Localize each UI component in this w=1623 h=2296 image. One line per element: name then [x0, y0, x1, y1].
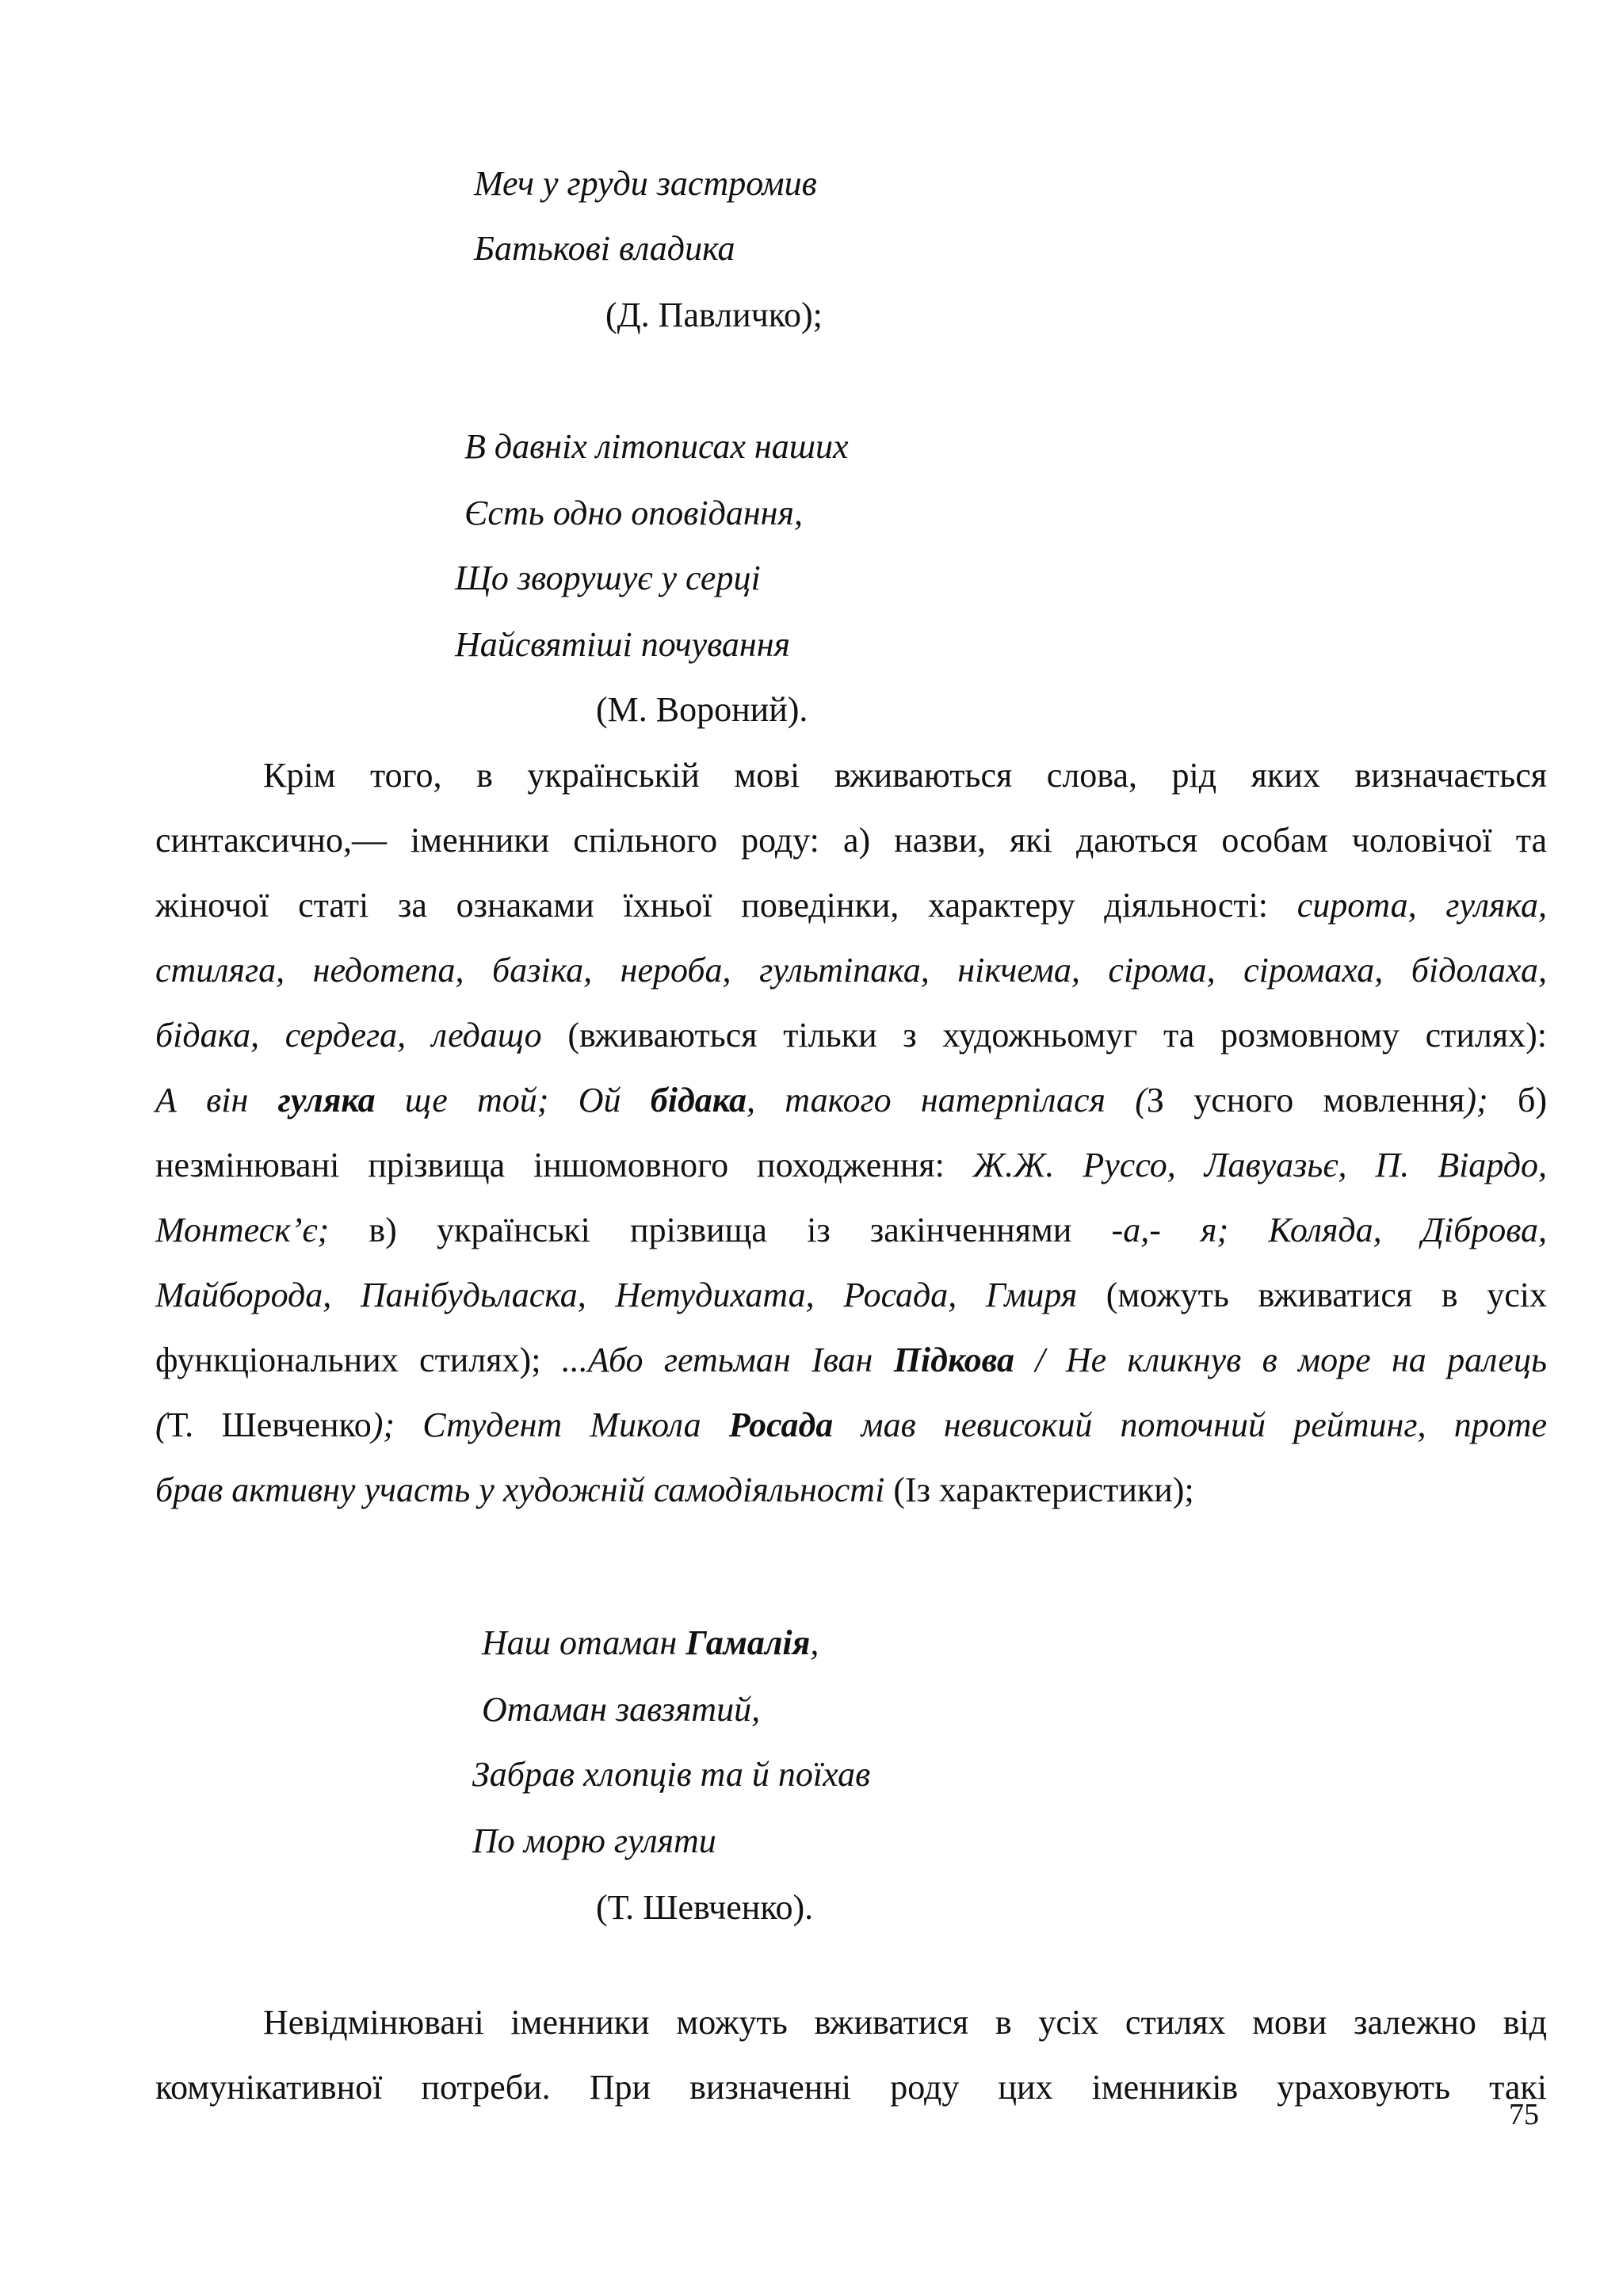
paragraph-line	[155, 1068, 1547, 1133]
italic-span: , такого натерпілася (	[746, 1081, 1147, 1119]
italic-span: мав невисокий поточний рейтинг, проте	[833, 1405, 1548, 1444]
paragraph-line	[155, 1198, 1547, 1263]
italic-span: (	[155, 1405, 167, 1444]
poem-line: Єсть одно оповідання,	[464, 494, 803, 532]
bold-italic-span: Росада	[728, 1405, 834, 1444]
poem-line: В давніх літописах наших	[464, 427, 849, 466]
paragraph-line	[155, 1393, 1547, 1458]
page-number: 75	[1509, 2098, 1539, 2131]
italic-span: А він	[155, 1081, 278, 1119]
paragraph-line	[155, 1003, 1547, 1068]
bold-italic-span: бідака	[650, 1081, 747, 1119]
text-span: комунікативної потреби. При визначенні роду цих іменників ураховують такі	[155, 2068, 1547, 2107]
paragraph-line	[155, 1133, 1547, 1198]
poem-line: По морю гуляти	[472, 1821, 716, 1860]
paragraph-line	[155, 1328, 1547, 1393]
text-span: Т. Шевченко	[166, 1405, 372, 1444]
italic-span: Майборода, Панібудьласка, Нетудихата, Росада, Гмиря	[155, 1276, 1078, 1314]
italic-span: брав активну участь у художній самодіяльності	[155, 1470, 885, 1509]
italic-span: стиляга, недотепа, базіка, нероба, гультіпака, нікчема, сірома, сіромаха, бідолаха,	[155, 951, 1547, 990]
text-span: (Із характеристики);	[884, 1470, 1194, 1509]
poem-line: Отаман завзятий,	[482, 1690, 761, 1729]
text-span: жіночої статі за ознаками їхньої поведінки, характеру діяльності:	[155, 886, 1297, 925]
italic-span: сирота, гуляка,	[1296, 886, 1548, 925]
italic-span: Монтеск’є;	[155, 1211, 330, 1249]
text-span: функціональних стилях);	[155, 1341, 562, 1379]
paragraph-line	[155, 808, 1547, 873]
italic-span: Ж.Ж. Руссо, Лавуазьє, П. Віардо,	[972, 1146, 1547, 1184]
body-paragraph	[155, 1990, 1547, 2120]
text-span: Крім того, в українській мові вживаються слова, рід яких визначається	[263, 756, 1547, 795]
text-span: Невідмінювані іменники можуть вживатися в усіх стилях мови залежно від	[263, 2003, 1547, 2042]
italic-span: Наш отаман	[482, 1623, 686, 1662]
paragraph-line	[155, 938, 1547, 1003]
italic-span: бідака, сердега, ледащо	[155, 1016, 542, 1055]
text-span: б)	[1517, 1081, 1548, 1119]
paragraph-line	[155, 1458, 1547, 1523]
paragraph-line	[155, 743, 1547, 808]
poem-attribution: (Д. Павличко);	[605, 296, 823, 334]
italic-span: );	[1465, 1081, 1518, 1119]
poem-line	[482, 1623, 819, 1662]
bold-italic-span: гуляка	[277, 1081, 376, 1119]
paragraph-line	[155, 1263, 1547, 1328]
paragraph-line	[155, 873, 1547, 938]
text-span: З усного мовлення	[1146, 1081, 1465, 1119]
italic-span: ...Або гетьман Іван	[561, 1341, 894, 1379]
poem-line: Батькові владика	[474, 229, 735, 268]
poem-line: Що зворушує у серці	[455, 559, 761, 597]
poem-line: Найсвятіші почування	[455, 625, 791, 664]
text-span: синтаксично,— іменники спільного роду: а) назви, які даються особам чоловічої та	[155, 821, 1547, 860]
italic-span: ,	[810, 1623, 819, 1662]
text-span: в) українські прізвища із закінченнями	[329, 1211, 1112, 1249]
poem-attribution: (Т. Шевченко).	[596, 1888, 814, 1927]
italic-span: ); Студент Микола	[371, 1405, 729, 1444]
poem-line: Меч у груди застромив	[474, 164, 817, 203]
text-span: (можуть вживатися в усіх	[1077, 1276, 1547, 1314]
bold-italic-span: Підкова	[893, 1341, 1014, 1379]
text-span: (вживаються тільки з художньомуг та розмовному стилях):	[541, 1016, 1548, 1055]
bold-italic-span: Гамалія	[685, 1623, 811, 1662]
paragraph-line	[155, 2055, 1547, 2120]
paragraph-line	[155, 1990, 1547, 2055]
poem-attribution: (М. Вороний).	[596, 690, 808, 729]
body-paragraph	[155, 743, 1547, 1523]
italic-span: ще той; Ой	[375, 1081, 651, 1119]
text-span: незмінювані прізвища іншомовного походження:	[155, 1146, 973, 1184]
italic-span: / Не кликнув в море на ралець	[1014, 1341, 1547, 1379]
poem-line: Забрав хлопців та й поїхав	[472, 1755, 871, 1794]
italic-span: -а,- я; Коляда, Діброва,	[1111, 1211, 1548, 1249]
